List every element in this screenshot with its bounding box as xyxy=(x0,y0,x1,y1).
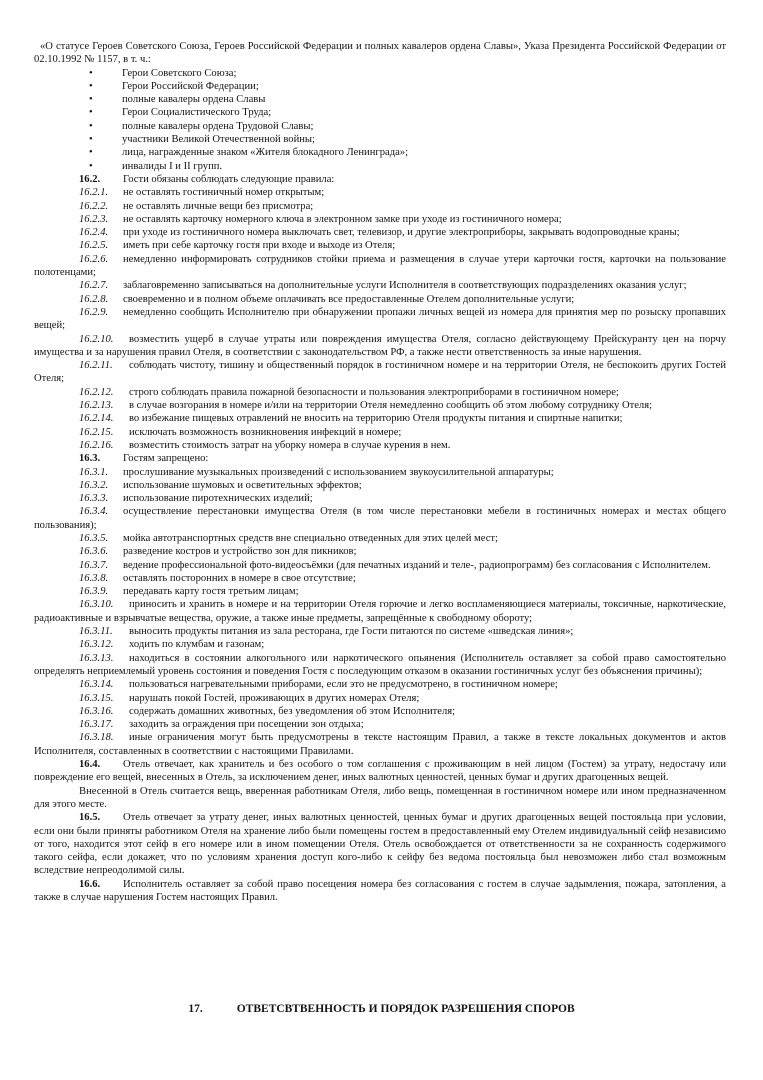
clause-text: передавать карту гостя третьим лицам; xyxy=(123,586,299,598)
clause-number: 16.2.5. xyxy=(79,240,109,252)
clause-number: 16.3.14. xyxy=(79,679,114,691)
bullet-item: • Герои Российской Федерации; xyxy=(34,80,726,93)
clause-text: иные ограничения могут быть предусмотрены в тексте настоящим Правил, а также в тексте локальных документов и актов Исполнителя, составленных в соответствии с настоящими Правилами. xyxy=(34,732,726,757)
clause-text: находиться в состоянии алкогольного или наркотического опьянения (Исполнитель оставляет за собой право самостоятельно определять неприемлемый уровень состояния и поведения Гостя с последующим отказом в оказании гостиничных услуг без объяснения причины); xyxy=(34,652,726,677)
clause-number: 16.3.12. xyxy=(79,639,114,651)
subclause-paragraph xyxy=(34,705,726,718)
subclause-paragraph xyxy=(34,279,726,292)
subclause-paragraph xyxy=(34,399,726,412)
rules-list xyxy=(34,173,726,904)
bullet-list xyxy=(34,67,726,173)
clause-number: 16.2.10. xyxy=(79,333,114,345)
subclause-paragraph xyxy=(34,718,726,731)
clause-text: содержать домашних животных, без уведомления об этом Исполнителя; xyxy=(129,705,456,717)
subclause-paragraph xyxy=(34,559,726,572)
clause-text: при уходе из гостиничного номера выключать свет, телевизор, и другие электроприборы, закрывать водопроводные краны; xyxy=(123,227,680,239)
subclause-paragraph xyxy=(34,466,726,479)
clause-paragraph xyxy=(34,452,726,465)
clause-text: Отель отвечает за утрату денег, иных валютных ценностей, ценных бумаг и других драгоценных вещей постояльца при условии, если они были приняты работником Отеля на хранение либо были помещены гостем в предоставленный ему Отелем индивидуальный сейф независимо от того, находится этот сейф в его номере или в ином помещении Отеля. Отель освобождается от ответственности за не сохранность содержимого такого сейфа, если докажет, что по условиям хранения доступ кого-либо к сейфу без ведома постояльца был невозможен либо стал возможным вследствие непреодолимой силы. xyxy=(34,812,726,877)
clause-number: 16.3.2. xyxy=(79,479,109,491)
clause-number: 16.5. xyxy=(79,812,101,824)
clause-number: 16.2.7. xyxy=(79,280,109,292)
clause-number: 16.2.15. xyxy=(79,426,114,438)
subclause-paragraph xyxy=(34,333,726,360)
clause-text: не оставлять гостиничный номер открытым; xyxy=(123,187,325,199)
subclause-paragraph xyxy=(34,306,726,333)
subclause-paragraph xyxy=(34,598,726,625)
clause-text: немедленно сообщить Исполнителю при обнаружении пропажи личных вещей из номера для принятия мер по розыску пропавших вещей; xyxy=(34,306,726,332)
clause-text: приносить и хранить в номере и на территории Отеля горючие и легко воспламеняющиеся материалы, токсичные, наркотические, радиоактивные и взрывчатые вещества, оружие, а также иные предметы, запрещённые к свободному обороту; xyxy=(34,599,726,624)
clause-text: прослушивание музыкальных произведений с использованием звукоусилительной аппаратуры; xyxy=(123,466,554,478)
clause-text: своевременно и в полном объеме оплачивать все предоставленные Отелем дополнительные услуги; xyxy=(123,293,575,305)
paragraph xyxy=(34,785,726,812)
clause-text: использование шумовых и осветительных эффектов; xyxy=(123,479,362,491)
document-body xyxy=(34,40,726,904)
subclause-paragraph xyxy=(34,253,726,280)
clause-number: 16.3.16. xyxy=(79,705,114,717)
clause-text: строго соблюдать правила пожарной безопасности и пользования электроприборами в гостиничном номере; xyxy=(129,386,619,398)
clause-text: заблаговременно записываться на дополнительные услуги Исполнителя в соответствующих подразделениях оказания услуг; xyxy=(123,280,687,292)
clause-text: нарушать покой Гостей, проживающих в других номерах Отеля; xyxy=(129,692,420,704)
subclause-paragraph xyxy=(34,492,726,505)
clause-paragraph xyxy=(34,758,726,785)
clause-number: 16.3.4. xyxy=(79,506,109,518)
subclause-paragraph xyxy=(34,293,726,306)
subclause-paragraph xyxy=(34,692,726,705)
clause-text: иметь при себе карточку гостя при входе и выходе из Отеля; xyxy=(123,240,396,252)
clause-text: не оставлять личные вещи без присмотра; xyxy=(123,200,314,212)
bullet-item: • полные кавалеры ордена Славы xyxy=(34,93,726,106)
bullet-item: • Герои Советского Союза; xyxy=(34,67,726,80)
subclause-paragraph xyxy=(34,412,726,425)
clause-number: 16.4. xyxy=(79,759,101,771)
clause-text: Исполнитель оставляет за собой право посещения номера без согласования с гостем в случае задымления, пожара, затопления, а также в случае нарушения Гостем настоящих Правил. xyxy=(34,878,726,903)
clause-number: 16.3.13. xyxy=(79,652,114,664)
clause-number: 16.3.6. xyxy=(79,546,109,558)
subclause-paragraph xyxy=(34,186,726,199)
bullet-item: • участники Великой Отечественной войны; xyxy=(34,133,726,146)
clause-number: 16.3.11. xyxy=(79,626,113,638)
subclause-paragraph xyxy=(34,585,726,598)
clause-number: 16.3. xyxy=(79,453,101,465)
clause-text: мойка автотранспортных средств вне специально отведенных для этих целей мест; xyxy=(123,532,498,544)
intro-paragraph: «О статусе Героев Советского Союза, Героев Российской Федерации и полных кавалеров ордена Славы», Указа Президента Российской Федерации от 02.10.1992 № 1157, в т. ч.: xyxy=(34,41,726,66)
clause-paragraph xyxy=(34,878,726,905)
clause-text: Гостям запрещено: xyxy=(123,453,209,465)
clause-number: 16.2.1. xyxy=(79,187,109,199)
clause-number: 16.2.13. xyxy=(79,400,114,412)
clause-number: 16.6. xyxy=(79,878,101,890)
bullet-item: • полные кавалеры ордена Трудовой Славы; xyxy=(34,120,726,133)
clause-text: в случае возгорания в номере и/или на территории Отеля немедленно сообщить об этом любому сотруднику Отеля; xyxy=(129,400,653,412)
clause-text: Гости обязаны соблюдать следующие правила: xyxy=(123,173,335,185)
clause-number: 16.2. xyxy=(79,173,101,185)
section-number: 17. xyxy=(188,1003,203,1015)
subclause-paragraph xyxy=(34,652,726,679)
clause-number: 16.2.9. xyxy=(79,306,109,318)
subclause-paragraph xyxy=(34,426,726,439)
bullet-item: • Герои Социалистического Труда; xyxy=(34,106,726,119)
clause-text: осуществление перестановки имущества Отеля (в том числе перестановки мебели в гостиничных номерах и местах общего пользования); xyxy=(34,506,726,531)
section-title: ОТВЕТСВТВЕННОСТЬ И ПОРЯДОК РАЗРЕШЕНИЯ СПОРОВ xyxy=(236,1003,575,1015)
clause-number: 16.3.10. xyxy=(79,599,114,611)
clause-text: возместить стоимость затрат на уборку номера в случае курения в нем. xyxy=(129,439,451,451)
subclause-paragraph xyxy=(34,505,726,532)
clause-text: разведение костров и устройство зон для пикников; xyxy=(123,546,357,558)
clause-number: 16.3.9. xyxy=(79,586,109,598)
clause-text: пользоваться нагревательными приборами, если это не предусмотрено, в гостиничном номере; xyxy=(129,679,558,691)
subclause-paragraph xyxy=(34,731,726,758)
clause-paragraph xyxy=(34,173,726,186)
subclause-paragraph xyxy=(34,678,726,691)
subclause-paragraph xyxy=(34,200,726,213)
clause-text: оставлять посторонних в номере в свое отсутствие; xyxy=(123,572,356,584)
clause-number: 16.3.18. xyxy=(79,732,114,744)
clause-number: 16.2.14. xyxy=(79,413,114,425)
subclause-paragraph xyxy=(34,638,726,651)
clause-text: ведение профессиональной фото-видеосъёмки (для печатных изданий и теле-, радиопрограмм) без согласования с Исполнителем. xyxy=(123,559,711,571)
clause-text: выносить продукты питания из зала ресторана, где Гости питаются по системе «шведская линия»; xyxy=(129,626,574,638)
subclause-paragraph xyxy=(34,545,726,558)
clause-number: 16.2.4. xyxy=(79,227,109,239)
clause-number: 16.2.3. xyxy=(79,213,109,225)
section-heading xyxy=(0,1003,763,1015)
subclause-paragraph xyxy=(34,226,726,239)
clause-number: 16.2.8. xyxy=(79,293,109,305)
clause-text: Отель отвечает, как хранитель и без особого о том соглашения с проживающим в ней лицом (Гостем) за утрату, недостачу или повреждение его вещей, внесенных в Отель, за исключением денег, иных валютных ценностей, ценных бумаг и других драгоценных вещей. xyxy=(34,759,726,784)
clause-text: не оставлять карточку номерного ключа в электронном замке при уходе из гостиничного номера; xyxy=(123,213,562,225)
clause-text: соблюдать чистоту, тишину и общественный порядок в гостиничном номере и на территории Отеля, не беспокоить других Гостей Отеля; xyxy=(34,360,726,385)
clause-text: Внесенной в Отель считается вещь, вверенная работникам Отеля, либо вещь, помещенная в гостиничном номере или ином предназначенном для этого месте. xyxy=(34,785,726,810)
clause-number: 16.3.3. xyxy=(79,493,109,505)
subclause-paragraph xyxy=(34,625,726,638)
clause-number: 16.3.1. xyxy=(79,466,109,478)
bullet-item: • инвалиды I и II групп. xyxy=(34,160,726,173)
clause-text: использование пиротехнических изделий; xyxy=(123,493,313,505)
clause-text: ходить по клумбам и газонам; xyxy=(129,639,265,651)
clause-number: 16.3.8. xyxy=(79,572,109,584)
clause-number: 16.3.5. xyxy=(79,532,109,544)
clause-paragraph xyxy=(34,811,726,877)
clause-text: во избежание пищевых отравлений не вносить на территорию Отеля продукты питания и спиртные напитки; xyxy=(129,413,623,425)
clause-text: исключать возможность возникновения инфекций в номере; xyxy=(129,426,402,438)
bullet-item: • лица, награжденные знаком «Жителя блокадного Ленинграда»; xyxy=(34,146,726,159)
clause-number: 16.2.2. xyxy=(79,200,109,212)
subclause-paragraph xyxy=(34,386,726,399)
clause-number: 16.3.15. xyxy=(79,692,114,704)
subclause-paragraph xyxy=(34,572,726,585)
subclause-paragraph xyxy=(34,359,726,386)
clause-number: 16.3.7. xyxy=(79,559,109,571)
subclause-paragraph xyxy=(34,239,726,252)
clause-text: немедленно информировать сотрудников стойки приема и размещения в случае утери карточки гостя, карточки на пользование полотенцами; xyxy=(34,253,726,279)
subclause-paragraph xyxy=(34,213,726,226)
clause-text: возместить ущерб в случае утраты или повреждения имущества Отеля, согласно действующему Прейскуранту цен на порчу имущества и за нарушения правил Отеля, в соответствии с законодательством РФ, а также нести ответственность за иные нарушения. xyxy=(34,333,726,358)
clause-number: 16.2.11. xyxy=(79,360,113,372)
clause-text: заходить за ограждения при посещении зон отдыха; xyxy=(129,719,364,731)
clause-number: 16.2.16. xyxy=(79,439,114,451)
subclause-paragraph xyxy=(34,532,726,545)
subclause-paragraph xyxy=(34,439,726,452)
subclause-paragraph xyxy=(34,479,726,492)
clause-number: 16.2.6. xyxy=(79,253,109,265)
clause-number: 16.3.17. xyxy=(79,719,114,731)
clause-number: 16.2.12. xyxy=(79,386,114,398)
